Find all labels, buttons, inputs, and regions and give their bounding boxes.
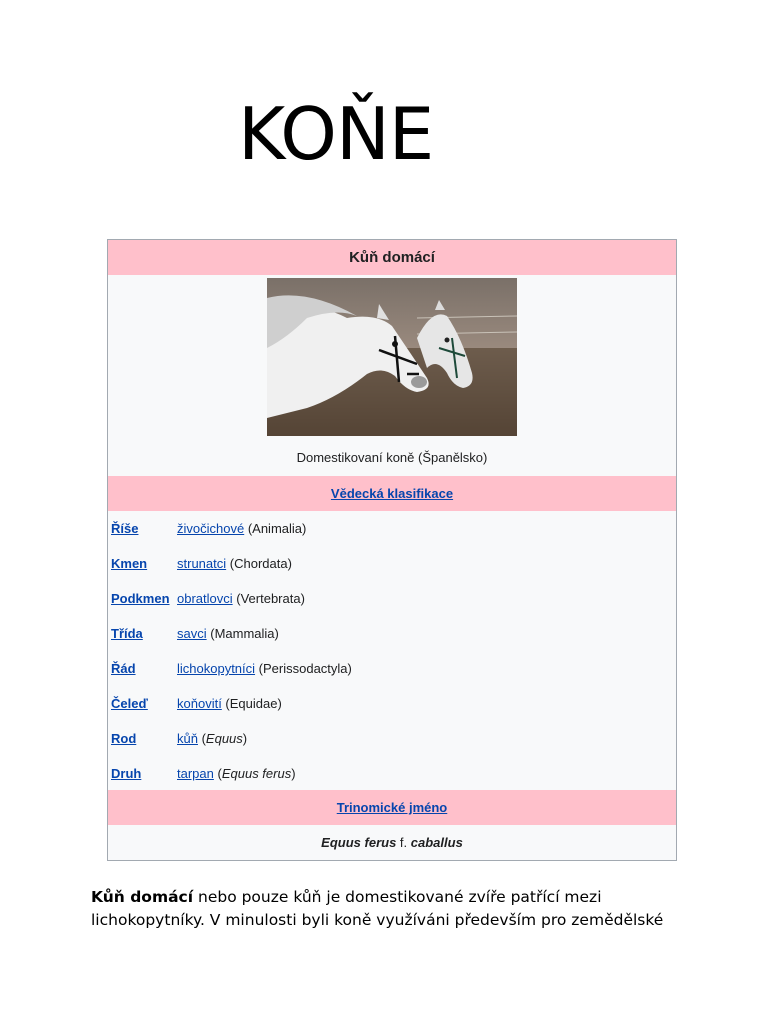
taxon-value: strunatci (Chordata) (177, 556, 292, 571)
taxon-link[interactable]: lichokopytníci (177, 661, 256, 676)
rank-link[interactable]: Podkmen (111, 591, 170, 606)
taxon-value: obratlovci (Vertebrata) (177, 591, 305, 606)
trinomial-name (108, 825, 676, 860)
taxonomy-row (108, 581, 676, 616)
taxon-value: živočichové (Animalia) (177, 521, 307, 536)
rank-link[interactable]: Druh (111, 766, 142, 781)
latin-name: Perissodactyla (263, 661, 348, 676)
infobox-title: Kůň domácí (349, 249, 435, 266)
taxon-link[interactable]: koňovití (177, 696, 222, 711)
taxon-value: savci (Mammalia) (177, 626, 279, 641)
taxonomy-row (108, 616, 676, 651)
trinomial-link[interactable]: Trinomické jméno (336, 800, 448, 815)
latin-name: Chordata (234, 556, 288, 571)
latin-name: Equus (205, 731, 243, 746)
latin-name: Equidae (229, 696, 278, 711)
taxon-link[interactable]: savci (177, 626, 207, 641)
rank-link[interactable]: Kmen (111, 556, 148, 571)
horse-photo-image (267, 278, 517, 436)
rank-link[interactable]: Čeleď (111, 696, 148, 711)
infobox-title-bar (108, 240, 676, 275)
document-title: KOŇE (238, 92, 434, 176)
taxon-link[interactable]: obratlovci (177, 591, 233, 606)
taxonomy-row (108, 511, 676, 546)
classification-header (108, 476, 676, 511)
taxon-value: koňovití (Equidae) (177, 696, 282, 711)
classification-link[interactable]: Vědecká klasifikace (330, 486, 454, 501)
taxon-value: tarpan (Equus ferus) (177, 766, 296, 781)
trinomial-part1: Equus ferus (321, 835, 397, 850)
latin-name: Animalia (252, 521, 303, 536)
rank-link[interactable]: Říše (111, 521, 139, 536)
taxonomy-row (108, 546, 676, 581)
body-line-1 (91, 886, 671, 909)
taxon-link[interactable]: kůň (177, 731, 198, 746)
bold-term: Kůň domácí (91, 888, 194, 906)
taxon-link[interactable]: tarpan (177, 766, 214, 781)
body-line-1-rest: nebo pouze kůň je domestikované zvíře patřící mezi (193, 888, 602, 906)
latin-name: Equus ferus (221, 766, 292, 781)
latin-name: Vertebrata (240, 591, 301, 606)
taxon-link[interactable]: strunatci (177, 556, 227, 571)
taxonomy-row (108, 651, 676, 686)
body-line-2: lichokopytníky. V minulosti byli koně využíváni především pro zemědělské (91, 911, 664, 929)
article-body (91, 886, 671, 932)
taxonomy-row (108, 756, 676, 791)
rank-link[interactable]: Třída (111, 626, 143, 641)
taxobox (107, 239, 677, 861)
trinomial-part2: caballus (410, 835, 463, 850)
taxonomy-row (108, 686, 676, 721)
taxonomy-row (108, 721, 676, 756)
taxon-link[interactable]: živočichové (177, 521, 245, 536)
rank-link[interactable]: Rod (111, 731, 137, 746)
rank-link[interactable]: Řád (111, 661, 136, 676)
taxon-value: kůň (Equus) (177, 731, 248, 746)
latin-name: Mammalia (214, 626, 275, 641)
trinomial-header (108, 790, 676, 825)
horse-photo[interactable] (267, 278, 517, 436)
image-caption: Domestikovaní koně (Španělsko) (296, 450, 488, 465)
trinomial-rank-marker: f. (399, 835, 408, 850)
taxon-value: lichokopytníci (Perissodactyla) (177, 661, 352, 676)
